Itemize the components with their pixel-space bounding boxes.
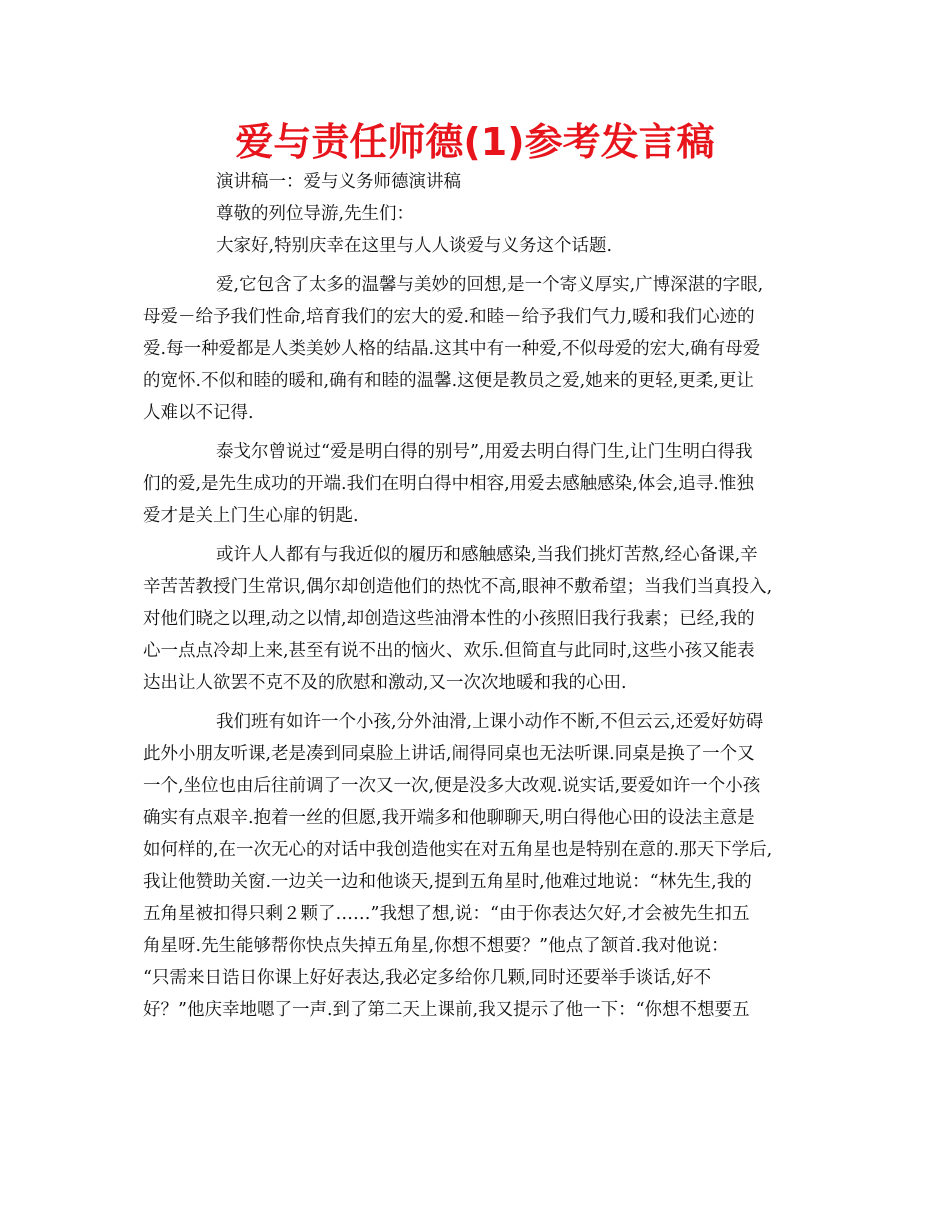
paragraph-line: 达出让人欲罢不克不及的欣慰和激动,又一次次地暖和我的心田.: [143, 673, 627, 693]
document-body: [143, 166, 811, 1026]
paragraph-gap: [143, 532, 811, 539]
paragraph-line: 或许人人都有与我近似的履历和感触感染,当我们挑灯苦熬,经心备课,辛: [216, 545, 758, 565]
paragraph-line: 此外小朋友听课,老是凑到同桌脸上讲话,闹得同桌也无法听课.同桌是换了一个又: [143, 744, 755, 764]
paragraph-line: 辛苦苦教授门生常识,偶尔却创造他们的热忱不高,眼神不敷希望；当我们当真投入,: [143, 577, 773, 597]
paragraph-line: 心一点点冷却上来,甚至有说不出的恼火、欢乐.但简直与此同时,这些小孩又能表: [143, 641, 755, 661]
greeting-line: 大家好,特别庆幸在这里与人人谈爱与义务这个话题.: [216, 236, 613, 256]
paragraph-line: 我们班有如许一个小孩,分外油滑,上课小动作不断,不但云云,还爱好妨碍: [216, 712, 764, 732]
paragraph-line: 爱,它包含了太多的温馨与美妙的回想,是一个寄义厚实,广博深湛的字眼,: [216, 275, 764, 295]
paragraph-gap: [143, 429, 811, 436]
paragraph-line: 人难以不记得.: [143, 403, 254, 423]
paragraph-line: “只需来日诰日你课上好好表达,我必定多给你几颗,同时还要举手谈话,好不: [143, 968, 712, 988]
paragraph-gap: [143, 699, 811, 706]
paragraph-line: 爱.每一种爱都是人类美妙人格的结晶.这其中有一种爱,不似母爱的宏大,确有母爱: [143, 339, 761, 359]
paragraph-line: 如何样的,在一次无心的对话中我创造他实在对五角星也是特别在意的.那天下学后,: [143, 840, 773, 860]
paragraph-line: 爱才是关上门生心扉的钥匙.: [143, 506, 359, 526]
paragraph-gap: [143, 262, 811, 269]
speech-heading: 演讲稿一：爱与义务师德演讲稿: [216, 172, 461, 192]
paragraph-line: 一个,坐位也由后往前调了一次又一次,便是没多大改观.说实话,要爱如许一个小孩: [143, 776, 761, 796]
paragraph-line: 对他们晓之以理,动之以情,却创造这些油滑本性的小孩照旧我行我素；已经,我的: [143, 609, 755, 629]
paragraph-line: 确实有点艰辛.抱着一丝的但愿,我开端多和他聊聊天,明白得他心田的设法主意是: [143, 808, 755, 828]
paragraph-line: 五角星被扣得只剩２颗了……”我想了想,说：“由于你表达欠好,才会被先生扣五: [143, 904, 750, 924]
paragraph-line: 母爱－给予我们性命,培育我们的宏大的爱.和睦－给予我们气力,暖和我们心迹的: [143, 307, 755, 327]
paragraph-line: 角星呀.先生能够帮你快点失掉五角星,你想不想要？”他点了颔首.我对他说：: [143, 936, 729, 956]
paragraph-line: 好？”他庆幸地嗯了一声.到了第二天上课前,我又提示了他一下：“你想不想要五: [143, 1000, 750, 1020]
paragraph-line: 们的爱,是先生成功的开端.我们在明白得中相容,用爱去感触感染,体会,追寻.惟独: [143, 474, 754, 494]
document-title: 爱与责任师德(1)参考发言稿: [235, 120, 715, 164]
paragraph-line: 我让他赞助关窗.一边关一边和他谈天,提到五角星时,他难过地说：“林先生,我的: [143, 872, 752, 892]
paragraph-line: 泰戈尔曾说过“爱是明白得的别号”,用爱去明白得门生,让门生明白得我: [216, 442, 753, 462]
salutation: 尊敬的列位导游,先生们：: [216, 204, 415, 224]
paragraph-line: 的宽怀.不似和睦的暖和,确有和睦的温馨.这便是教员之爱,她来的更轻,更柔,更让: [143, 371, 754, 391]
